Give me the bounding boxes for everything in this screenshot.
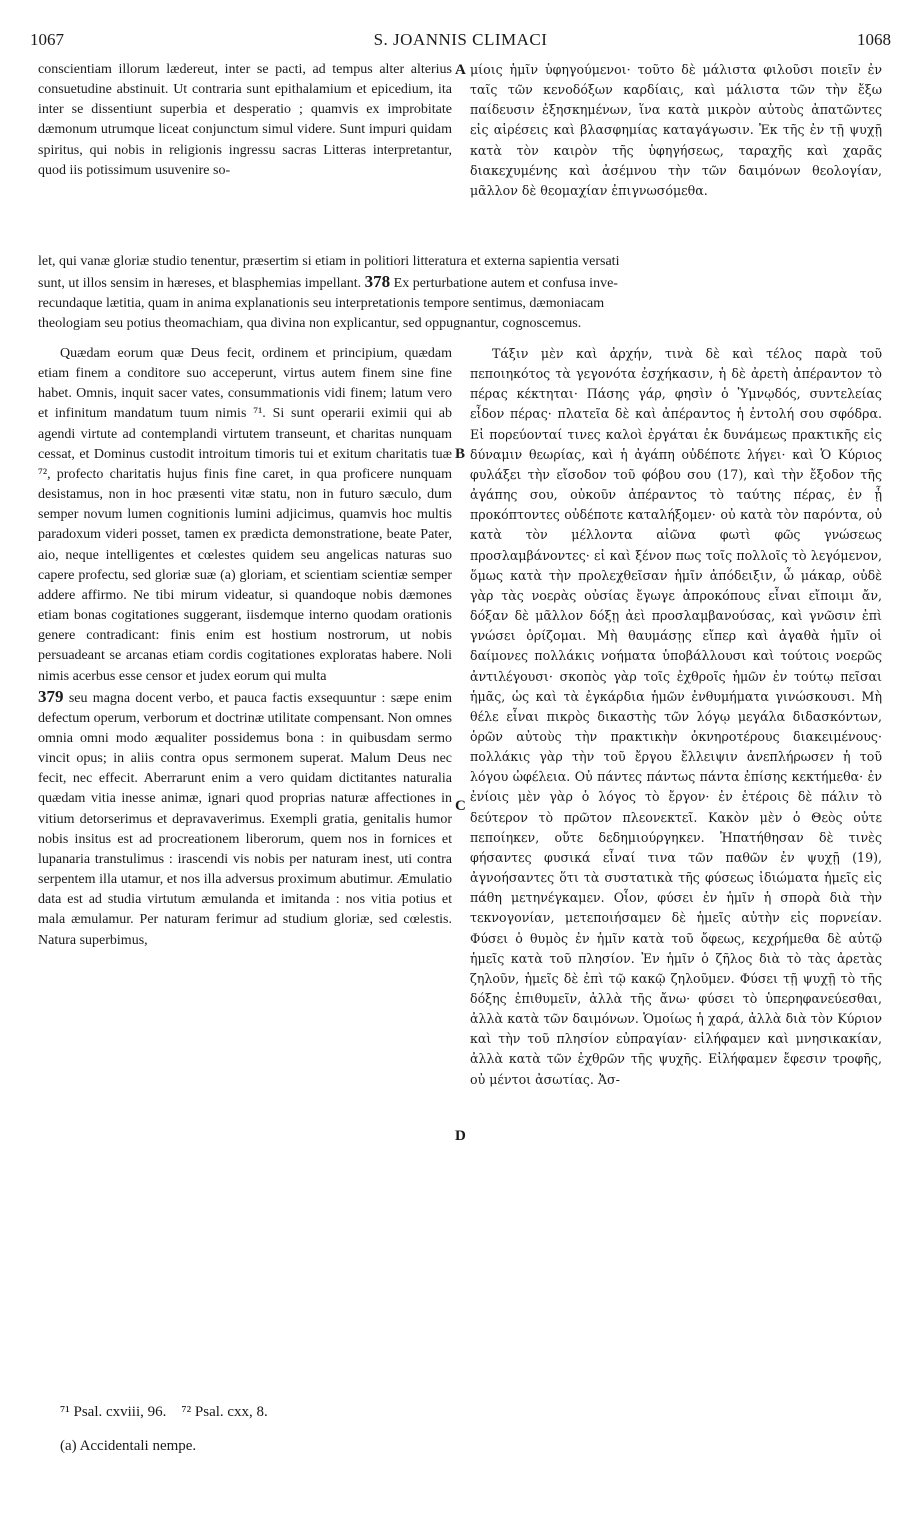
margin-letter-c: C [455, 798, 466, 814]
latin-paragraph-main-b-text: seu magna docent verbo, et pauca factis exsequuntur : sæpe enim defectum operum, verborum et doctrinæ utilitate compensant. Non omnes omnia omni modo æqualiter possidemus bona : in quibusdam sermo vincit opus; in aliis contra opus sermonem superat. Malum Deus nec fecit, nec effecit. Aberrarunt enim a vero quidam dictitantes naturalia quædam vitia inesse animæ, ignari quod proprias naturæ affectiones in vitium detorserimus et depravaverimus. Exempli gratia, genitalis humor nobis insitus est ad procreationem liberorum, quem nos in fornices et lupanaria transtulimus : irascendi vis nobis per naturam inest, uti contra serpentem illa utamur, et nos illa adversus proximum abutimur. Æmulatio data est ad studia virtutum æmulanda et imitanda : nos vitia potius et mala æmulamur. Per naturam ferimur ad studium gloriæ, sed cœlestis. Natura superbimus, [38, 690, 453, 948]
latin-column-top [38, 60, 452, 181]
full-line-1: let, qui vanæ gloriæ studio tenentur, præsertim si etiam in politiori litteratura et externa sapientia versati [38, 254, 620, 269]
column-number-379: 379 [38, 686, 64, 706]
margin-letter-d: D [455, 1128, 466, 1144]
footnote-scripture [60, 1404, 268, 1421]
page-header [30, 30, 891, 52]
greek-column-main [470, 344, 882, 1090]
footnote-a: (a) Accidentali nempe. [60, 1438, 197, 1454]
margin-letter-a: A [455, 62, 466, 78]
latin-paragraph-main-b [38, 687, 452, 951]
footnote-72: ⁷² Psal. cxx, 8. [181, 1404, 268, 1420]
full-line-2a: sunt, ut illos sensim in hæreses, et blasphemias impellant. [38, 276, 362, 292]
latin-paragraph-main-a: Quædam eorum quæ Deus fecit, ordinem et principium, quædam etiam finem a conditore suo acceperunt, virtus autem finem sine fine habet. Omnis, inquit sacer vates, consummationis vidi finem; latum vero et infinitum mandatum tuum nimis ⁷¹. Si sunt operarii eximii qui ab agendi virtute ad contemplandi virtutem transeunt, et charitas nunquam cessat, et Dominus custodit introitum timoris tui et exitum charitatis tuæ ⁷², profecto charitatis hujus finis fine caret, in qua proficere nunquam desistamus, non in hoc præsenti vitæ statu, non in futuro sæculo, dum semper novum lumen cognitionis lumini adjicimus, quamvis hoc multis paradoxum videri posset, tamen ex prædicta demonstratione, beate Pater, aio, neque intelligentes et cœlestes quidem seu angelicas naturas suo capere profectu, sed gloriæ suæ (a) gloriam, et scientiam scientiæ semper addere affirmo. Ne tibi mirum videatur, si quandoque nobis dæmones etiam bonas cogitationes suggerant, iisdemque interno quodam orationis genere contradicant: finis enim est hostium nostrorum, ut nobis persuadeant se arcanas etiam cordis cogitationes exploratas habere. Noli nimis acerbus esse censor et judex eorum qui multa [38, 346, 452, 684]
column-number-378: 378 [364, 272, 391, 292]
page-number-right: 1068 [857, 30, 891, 49]
full-line-4: theologiam seu potius theomachiam, qua divina non explicantur, sed oppugnantur, cognoscemus. [38, 316, 582, 332]
full-line-2 [38, 272, 882, 294]
full-line-2b: Ex perturbatione autem et confusa inve- [393, 276, 618, 292]
latin-paragraph-top: conscientiam illorum lædereut, inter se pacti, ad tempus alter alterius consuetudine abstinuit. Ut contraria sunt epithalamium et epicedium, ita inter se dissentiunt superbia et desperatio ; quamvis ex improbitate dæmonum utrumque liceat conjunctum simul videre. Sunt impuri quidam spiritus, qui nobis in religionis ingressu sacras Litteras interpretantur, quod iis potissimum usuvenire so- [38, 62, 452, 178]
full-width-block [38, 252, 882, 335]
full-line-3: recundaque lætitia, quam in anima explanationis seu interpretationis tempore sentimus, dæmoniacam [38, 296, 605, 312]
greek-column-top [470, 60, 882, 201]
margin-letter-b: B [455, 446, 466, 462]
greek-paragraph-top: μίοις ἡμῖν ὑφηγούμενοι· τοῦτο δὲ μάλιστα φιλοῦσι ποιεῖν ἐν ταῖς τῶν κενοδόξων καρδίαις, καὶ μάλιστα τῶν τὴν ἔξω παίδευσιν ἐξησκημένων, ἵνα κατὰ μικρὸν αὐτοὺς ἀπατῶντες εἰς αἱρέσεις καὶ βλασφημίας καταγάγωσιν. Ἐκ τῆς ἐν τῇ ψυχῇ κατὰ τὸν καιρὸν τῆς ὑφηγήσεως, ταραχῆς καὶ χαρᾶς διακεχυμένης καὶ ἀσέμνου τὴν τῶν δαιμόνων θεολογίαν, μᾶλλον δὲ θεομαχίαν ἐπιγνωσόμεθα. [470, 62, 882, 198]
latin-column-main [38, 344, 452, 951]
page-number-left: 1067 [30, 30, 64, 49]
greek-paragraph-main: Τάξιν μὲν καὶ ἀρχήν, τινὰ δὲ καὶ τέλος παρὰ τοῦ πεποιηκότος τὰ γεγονότα ἐσχήκασιν, ἡ δὲ ἀρετὴ ἀπέραντον τὸ πέρας κέκτηται· Πάσης γάρ, φησὶν ὁ Ὑμνῳδός, συντελείας εἶδον πέρας· πλατεῖα δὲ καὶ ἀπέραντος ἡ ἐντολή σου σφόδρα. Εἰ πορεύονταί τινες καλοὶ ἐργάται ἐκ δυνάμεως πρακτικῆς εἰς δύναμιν θεωρίας, καὶ ἡ ἀγάπη οὐδέποτε λήγει· καὶ Ὁ Κύριος φυλάξει τὴν εἴσοδον τοῦ φόβου σου (17), καὶ τὴν ἔξοδον τῆς ἀγάπης σου, οὐκοῦν ἀπέραντος τὸ ταύτης πέρας, ἐν ᾗ προκόπτοντες οὐδέποτε καταλήξομεν· οὐ κατὰ τὸν παρόντα, οὐ κατὰ τὸν μέλλοντα αἰῶνα φωτὶ φῶς γνώσεως προσλαμβάνοντες· εἰ καὶ ξένον πως τοῖς πολλοῖς τὸ λεγόμενον, ὅμως κατὰ τὴν προλεχθεῖσαν ἡμῖν ἀπόδειξιν, ὦ μάκαρ, οὐδὲ γὰρ τὰς νοερὰς οὐσίας ἔγωγε ἀπροκόπους εἶναι εἴποιμι ἄν, δόξαν δὲ μᾶλλον δόξῃ ἀεὶ προσλαμβανούσας, καὶ γνῶσιν ἐπὶ γνώσει ὁρίζομαι. Μὴ θαυμάσῃς εἴπερ καὶ ἀγαθὰ ἡμῖν οἱ δαίμονες πολλάκις νοήματα ὑποβάλλουσι καὶ τούτοις νοερῶς ἀντιλέγουσι· σκοπὸς γὰρ τοῖς ἐχθροῖς ἡμῶν ἐν τούτῳ πεῖσαι ἡμᾶς, ὡς καὶ τὰ ἐγκάρδια ἡμῶν ἐνθυμήματα γινώσκουσι. Μὴ θέλε εἶναι πικρὸς δικαστὴς τῶν λόγῳ μεγάλα διδασκόντων, ὁρῶν αὐτοὺς τὴν πρακτικὴν ὀκνηροτέρους διακειμένους· πολλάκις γὰρ τὴν τοῦ ἔργου ἔλλειψιν ἀνεπλήρωσεν ἡ τοῦ λόγου ὠφέλεια. Οὐ πάντες πάντως πάντα ἐπίσης κεκτήμεθα· ἐν ἐνίοις μὲν γὰρ ὁ λόγος τὸ ἔργον· ἐν ἑτέροις δὲ πάλιν τὸ δεύτερον τὸ πρῶτον πλεονεκτεῖ. Κακὸν μὲν ὁ Θεὸς οὐτε πεποίηκεν, οὔτε δεδημιούργηκεν. Ἠπατήθησαν δὲ τινὲς φήσαντες φυσικά εἶναί τινα τῶν παθῶν ἐν ψυχῇ (19), ἀγνοήσαντες ὅτι τὰ συστατικὰ τῆς φύσεως ἰδιώματα ἡμεῖς εἰς πάθη μετηνέγκαμεν. Οἷον, φύσει ἐν ἡμῖν ἡ σπορὰ διὰ τὴν τεκνογονίαν, μετεποιήσαμεν δὲ ἡμεῖς αὐτὴν εἰς πορνείαν. Φύσει ὁ θυμὸς ἐν ἡμῖν κατὰ τοῦ ὄφεως, κεχρήμεθα δὲ αὐτῷ ἡμεῖς κατὰ τοῦ πλησίον. Ἐν ἡμῖν ὁ ζῆλος διὰ τὸ τὰς ἀρετὰς ζηλοῦν, ἡμεῖς δὲ ἐπὶ τῷ κακῷ ζηλοῦμεν. Φύσει τῇ ψυχῇ τὸ τῆς δόξης ἐπιθυμεῖν, ἀλλὰ τῆς ἄνω· φύσει τὸ ὑπερηφανεύεσθαι, ἀλλὰ κατὰ τῶν δαιμόνων. Ὁμοίως ἡ χαρά, ἀλλὰ διὰ τὸν Κύριον καὶ τὴν τοῦ πλησίον εὐπραγίαν· εἰλήφαμεν καὶ μνησικακίαν, ἀλλὰ κατὰ τῶν ἐχθρῶν τῆς ψυχῆς. Εἰλήφαμεν ἔφεσιν τροφῆς, οὐ μέντοι ἀσωτίας. Ἀσ- [470, 346, 882, 1087]
running-title: S. JOANNIS CLIMACI [373, 30, 548, 49]
footnote-71: ⁷¹ Psal. cxviii, 96. [60, 1404, 167, 1420]
